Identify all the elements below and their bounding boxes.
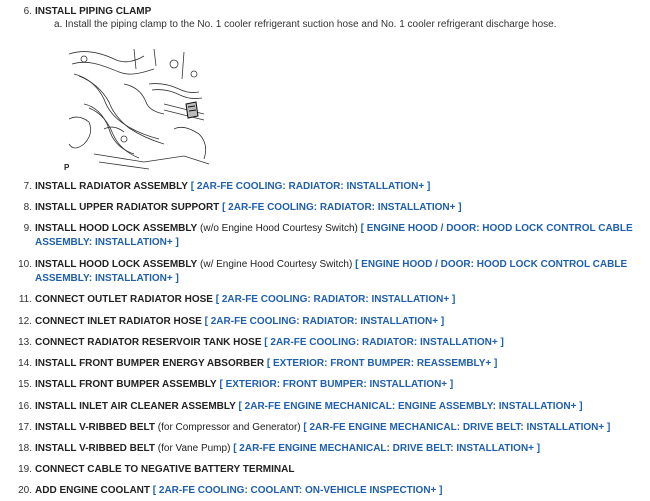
step-title: INSTALL FRONT BUMPER ENERGY ABSORBER: [35, 358, 265, 369]
step-number: 10.: [18, 259, 32, 270]
step-title: INSTALL HOOD LOCK ASSEMBLY: [35, 259, 198, 270]
step-title: INSTALL FRONT BUMPER ASSEMBLY: [35, 379, 217, 390]
step-note: (w/o Engine Hood Courtesy Switch): [197, 223, 361, 234]
step-note: (for Compressor and Generator): [155, 422, 304, 433]
step-number: 6.: [23, 6, 32, 17]
step-reference-link[interactable]: [ 2AR-FE ENGINE MECHANICAL: DRIVE BELT: INSTALLATION+ ]: [303, 422, 611, 433]
step-number: 12.: [18, 316, 32, 327]
figure-label: P: [64, 163, 70, 172]
step-reference-link[interactable]: [ 2AR-FE ENGINE MECHANICAL: ENGINE ASSEMBLY: INSTALLATION+ ]: [238, 401, 583, 412]
step-reference-link[interactable]: [ ENGINE HOOD / DOOR: HOOD LOCK CONTROL CABLE ASSEMBLY: INSTALLATION+ ]: [35, 223, 633, 248]
step-title: INSTALL V-RIBBED BELT: [35, 422, 155, 433]
step-title: INSTALL RADIATOR ASSEMBLY: [35, 181, 188, 192]
step-number: 8.: [23, 202, 32, 213]
step-title: CONNECT CABLE TO NEGATIVE BATTERY TERMINAL: [35, 464, 295, 475]
step-number: 14.: [18, 358, 32, 369]
step-number: 13.: [18, 337, 32, 348]
step-reference-link[interactable]: [ 2AR-FE ENGINE MECHANICAL: DRIVE BELT: INSTALLATION+ ]: [233, 443, 541, 454]
step-title: INSTALL INLET AIR CLEANER ASSEMBLY: [35, 401, 236, 412]
step-note: (for Vane Pump): [155, 443, 234, 454]
step-reference-link[interactable]: [ 2AR-FE COOLING: COOLANT: ON-VEHICLE INSPECTION+ ]: [152, 485, 443, 496]
step-number: 18.: [18, 443, 32, 454]
step-title: INSTALL UPPER RADIATOR SUPPORT: [35, 202, 220, 213]
step-title: INSTALL V-RIBBED BELT: [35, 443, 155, 454]
step-title: CONNECT RADIATOR RESERVOIR TANK HOSE: [35, 337, 262, 348]
step-number: 19.: [18, 464, 32, 475]
step-reference-link[interactable]: [ 2AR-FE COOLING: RADIATOR: INSTALLATION+ ]: [222, 202, 462, 213]
step-note: (w/ Engine Hood Courtesy Switch): [197, 259, 356, 270]
step-reference-link[interactable]: [ ENGINE HOOD / DOOR: HOOD LOCK CONTROL CABLE ASSEMBLY: INSTALLATION+ ]: [35, 259, 628, 284]
step-title: CONNECT INLET RADIATOR HOSE: [35, 316, 202, 327]
step-reference-link[interactable]: [ EXTERIOR: FRONT BUMPER: INSTALLATION+ ]: [219, 379, 454, 390]
step-title: INSTALL HOOD LOCK ASSEMBLY: [35, 223, 198, 234]
step-reference-link[interactable]: [ EXTERIOR: FRONT BUMPER: REASSEMBLY+ ]: [266, 358, 498, 369]
step-number: 16.: [18, 401, 32, 412]
step-number: 7.: [23, 181, 32, 192]
piping-clamp-illustration: [64, 44, 214, 174]
step-number: 20.: [18, 485, 32, 496]
step-reference-link[interactable]: [ 2AR-FE COOLING: RADIATOR: INSTALLATION+ ]: [204, 316, 445, 327]
substep-a: a. Install the piping clamp to the No. 1 cooler refrigerant suction hose and No. 1 cooler refrigerant discharge hose.: [54, 19, 557, 30]
step-reference-link[interactable]: [ 2AR-FE COOLING: RADIATOR: INSTALLATION+ ]: [264, 337, 504, 348]
step-number: 11.: [18, 294, 32, 305]
step-number: 15.: [18, 379, 32, 390]
step-number: 17.: [18, 422, 32, 433]
step-title: ADD ENGINE COOLANT: [35, 485, 150, 496]
step-number: 9.: [23, 223, 32, 234]
step-reference-link[interactable]: [ 2AR-FE COOLING: RADIATOR: INSTALLATION+ ]: [190, 181, 431, 192]
step-reference-link[interactable]: [ 2AR-FE COOLING: RADIATOR: INSTALLATION+ ]: [215, 294, 456, 305]
step-title: INSTALL PIPING CLAMP: [35, 6, 152, 17]
step-title: CONNECT OUTLET RADIATOR HOSE: [35, 294, 213, 305]
